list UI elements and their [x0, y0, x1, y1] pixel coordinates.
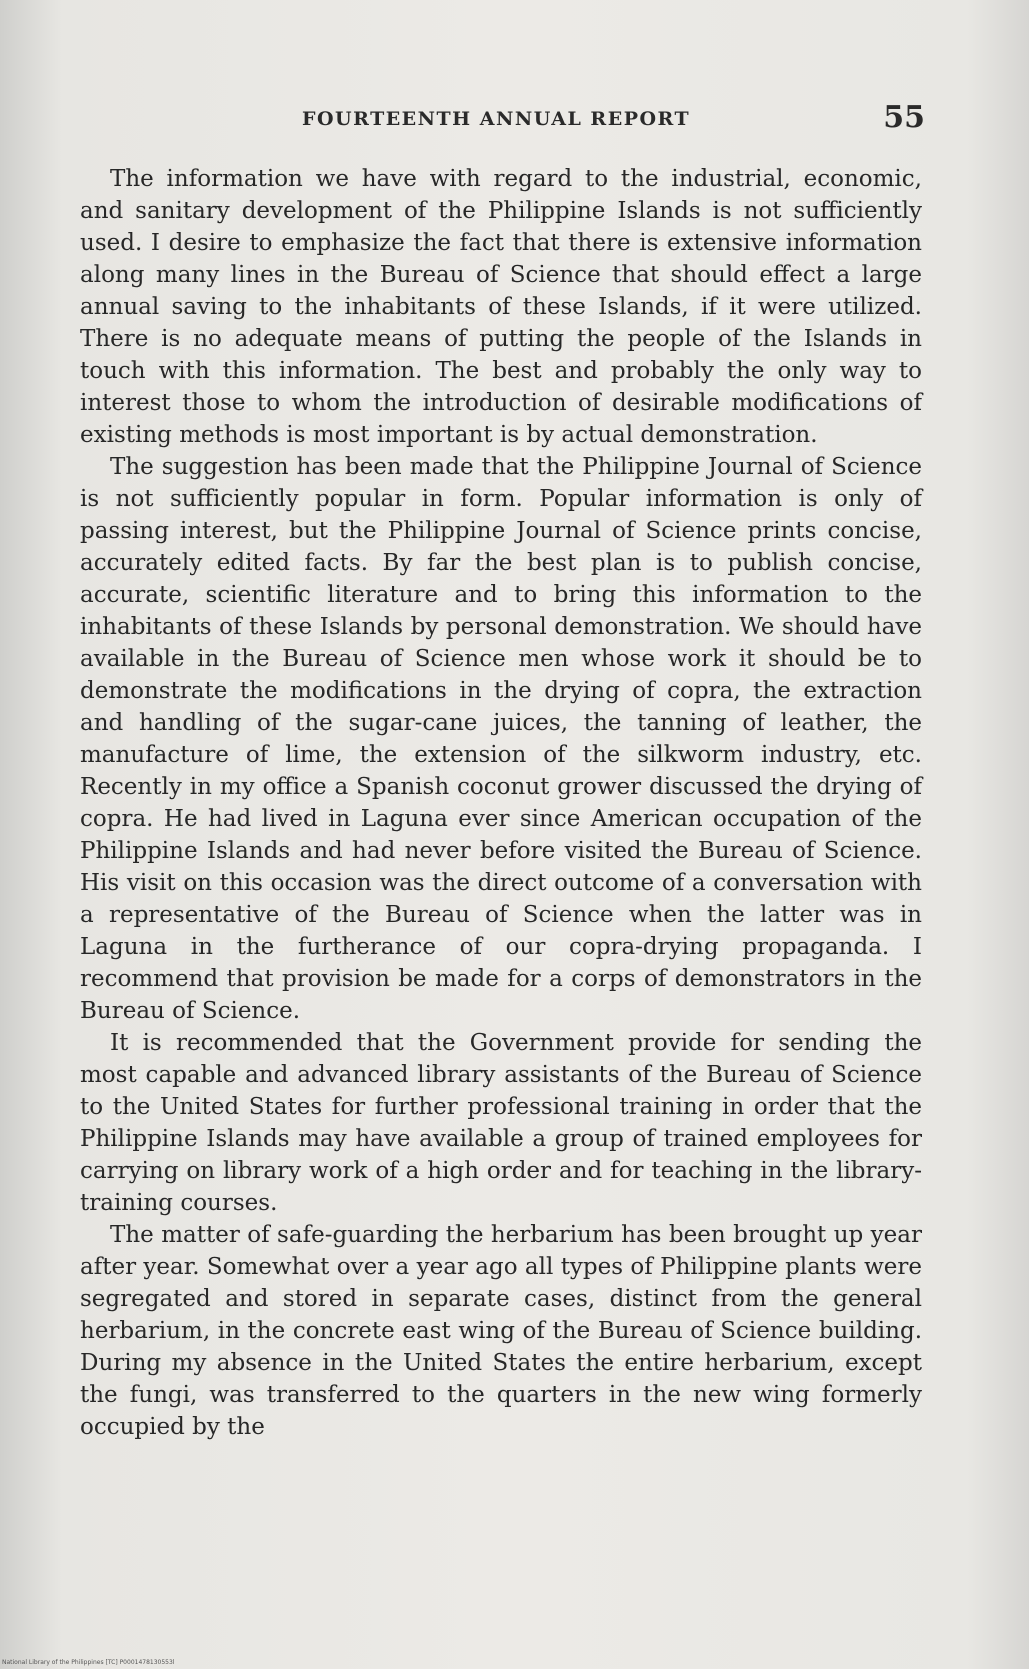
paragraph-information: The information we have with regard to the industrial, economic, and sanitary development of the Philippine Islands is not sufficiently used. I desire to emphasize the fact that there is extensive information along many lines in the Bureau of Science that should effect a large annual saving to the inhabitants of these Islands, if it were utilized. There is no adequate means of putting the people of the Islands in touch with this information. The best and probably the only way to interest those to whom the introduction of desirable modifications of existing methods is most important is by actual demonstration. [80, 166, 922, 448]
page-header [80, 100, 925, 140]
paragraph-herbarium: The matter of safe-guarding the herbarium has been brought up year after year. Somewhat over a year ago all types of Philippine plants were segregated and stored in separate cases, distinct from the general herbarium, in the concrete east wing of the Bureau of Science building. During my absence in the United States the entire herbarium, except the fungi, was transferred to the quarters in the new wing formerly occupied by the [80, 1222, 922, 1440]
paragraph-library-assistants: It is recommended that the Government provide for sending the most capable and advanced library assistants of the Bureau of Science to the United States for further professional training in order that the Philippine Islands may have available a group of trained employees for carrying on library work of a high order and for teaching in the library-training courses. [80, 1030, 922, 1216]
running-head: FOURTEENTH ANNUAL REPORT [302, 108, 691, 130]
page-number: 55 [883, 100, 925, 135]
scan-footer-note: National Library of the Philippines [TC] P0001478130553l [2, 1659, 175, 1666]
body-text [80, 163, 922, 1443]
paragraph-journal-of-science: The suggestion has been made that the Philippine Journal of Science is not sufficiently popular in form. Popular information is only of passing interest, but the Philippine Journal of Science prints concise, accurately edited facts. By far the best plan is to publish concise, accurate, scientific literature and to bring this information to the inhabitants of these Islands by personal demonstration. We should have available in the Bureau of Science men whose work it should be to demonstrate the modifications in the drying of copra, the extraction and handling of the sugar-cane juices, the tanning of leather, the manufacture of lime, the extension of the silkworm industry, etc. Recently in my office a Spanish coconut grower discussed the drying of copra. He had lived in Laguna ever since American occupation of the Philippine Islands and had never before visited the Bureau of Science. His visit on this occasion was the direct outcome of a conversation with a representative of the Bureau of Science when the latter was in Laguna in the furtherance of our copra-drying propaganda. I recommend that provision be made for a corps of demonstrators in the Bureau of Science. [80, 454, 922, 1024]
